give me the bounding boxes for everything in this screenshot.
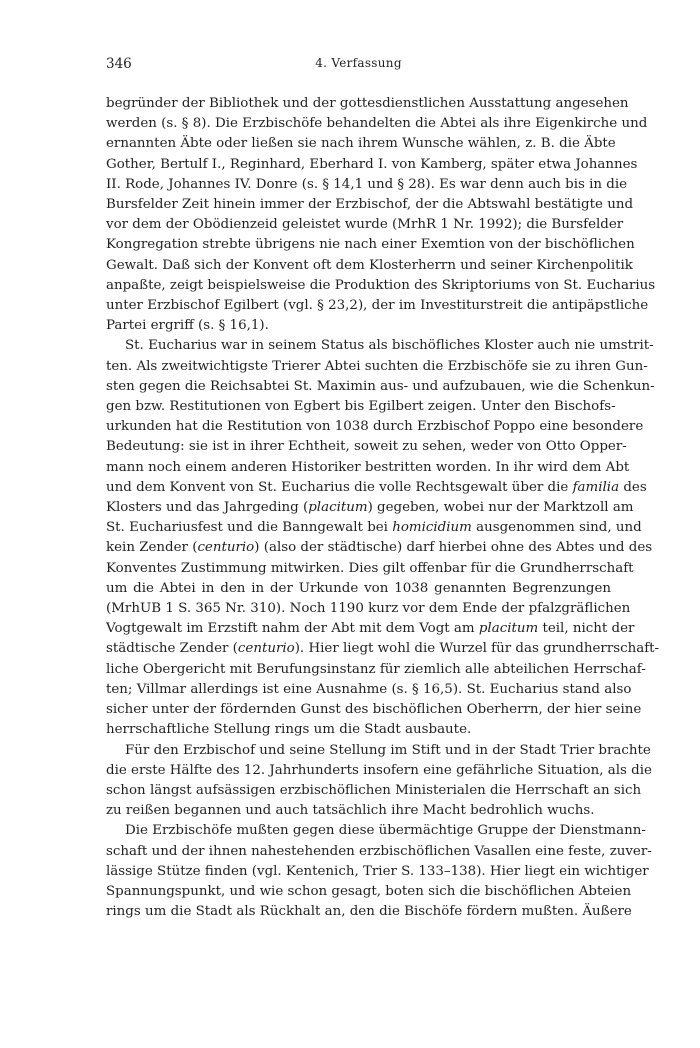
text-line: schaft und der ihnen nahestehenden erzbischöflichen Vasallen eine feste, zuver- [106, 843, 652, 859]
text-line: zu reißen begannen und auch tatsächlich ihre Macht bedrohlich wuchs. [106, 803, 595, 819]
text-line: Bursfelder Zeit hinein immer der Erzbischof, der die Abtswahl bestätigte und [106, 197, 634, 213]
text-line: Für den Erzbischof und seine Stellung im Stift und in der Stadt Trier brachte [125, 742, 651, 758]
text-line: Die Erzbischöfe mußten gegen diese übermächtige Gruppe der Dienstmann- [125, 823, 646, 839]
text-line: Spannungspunkt, und wie schon gesagt, boten sich die bischöflichen Abteien [106, 883, 632, 899]
text-line: Bedeutung: sie ist in ihrer Echtheit, soweit zu sehen, weder von Otto Opper- [106, 439, 627, 455]
text-line: werden (s. § 8). Die Erzbischöfe behandelten die Abtei als ihre Eigenkirche und [106, 116, 648, 132]
text-line: gen bzw. Restitutionen von Egbert bis Egilbert zeigen. Unter den Bischofs- [106, 399, 616, 415]
text-line: sten gegen die Reichsabtei St. Maximin aus- und aufzubauen, wie die Schenkun- [106, 378, 655, 394]
text-line: städtische Zender (centurio). Hier liegt wohl die Wurzel für das grundherrschaft- [106, 641, 660, 657]
text-line: unter Erzbischof Egilbert (vgl. § 23,2), der im Investiturstreit die antipäpstliche [106, 298, 649, 314]
text-line: schon längst aufsässigen erzbischöflichen Ministerialen die Herrschaft an sich [106, 782, 642, 798]
body-text [106, 94, 660, 922]
text-line: anpaßte, zeigt beispielsweise die Produktion des Skriptoriums von St. Eucharius [106, 277, 656, 293]
text-line: und dem Konvent von St. Eucharius die volle Rechtsgewalt über die familia des [106, 479, 647, 495]
text-line: St. Eucharius war in seinem Status als bischöfliches Kloster auch nie umstrit- [125, 338, 654, 354]
running-head: 4. Verfassung [315, 56, 402, 70]
text-line: kein Zender (centurio) (also der städtische) darf hierbei ohne des Abtes und des [106, 540, 653, 556]
text-line: ernannten Äbte oder ließen sie nach ihrem Wunsche wählen, z. B. die Äbte [106, 136, 616, 152]
text-line: um die Abtei in den in der Urkunde von 1038 genannten Begrenzungen [106, 580, 611, 596]
text-line: vor dem der Obödienzeid geleistet wurde (MrhR 1 Nr. 1992); die Bursfelder [106, 217, 624, 233]
text-line: (MrhUB 1 S. 365 Nr. 310). Noch 1190 kurz vor dem Ende der pfalzgräflichen [106, 601, 631, 617]
text-line: Gother, Bertulf I., Reginhard, Eberhard I. von Kamberg, später etwa Johannes [106, 156, 638, 172]
text-line: Partei ergriff (s. § 16,1). [106, 318, 269, 334]
text-line: rings um die Stadt als Rückhalt an, den die Bischöfe fördern mußten. Äußere [106, 904, 632, 920]
paragraph [106, 94, 656, 336]
text-line: Kongregation strebte übrigens nie nach einer Exemtion von der bischöflichen [106, 237, 635, 253]
paragraph [106, 741, 652, 822]
paragraph [106, 336, 660, 740]
text-line: die erste Hälfte des 12. Jahrhunderts insofern eine gefährliche Situation, als die [106, 762, 652, 778]
text-line: ten. Als zweitwichtigste Trierer Abtei suchten die Erzbischöfe sie zu ihren Gun- [106, 358, 648, 374]
text-line: urkunden hat die Restitution von 1038 durch Erzbischof Poppo eine besondere [106, 419, 644, 435]
text-line: Konventes Zustimmung mitwirken. Dies gilt offenbar für die Grundherrschaft [106, 560, 634, 576]
page-header [106, 56, 611, 78]
text-line: Vogtgewalt im Erzstift nahm der Abt mit dem Vogt am placitum teil, nicht der [106, 621, 635, 637]
text-line: herrschaftliche Stellung rings um die Stadt ausbaute. [106, 722, 472, 738]
text-line: begründer der Bibliothek und der gottesdienstlichen Ausstattung angesehen [106, 96, 629, 111]
text-line: mann noch einem anderen Historiker bestritten worden. In ihr wird dem Abt [106, 459, 630, 475]
text-line: Klosters und das Jahrgeding (placitum) gegeben, wobei nur der Marktzoll am [106, 500, 634, 516]
text-line: liche Obergericht mit Berufungsinstanz für ziemlich alle abteilichen Herrschaf- [106, 661, 646, 677]
text-line: lässige Stütze finden (vgl. Kentenich, Trier S. 133–138). Hier liegt ein wichtiger [106, 863, 649, 879]
text-line: II. Rode, Johannes IV. Donre (s. § 14,1 und § 28). Es war denn auch bis in die [106, 176, 628, 192]
text-line: ten; Villmar allerdings ist eine Ausnahme (s. § 16,5). St. Eucharius stand also [106, 681, 632, 697]
text-line: sicher unter der fördernden Gunst des bischöflichen Oberherrn, der hier seine [106, 702, 642, 718]
paragraph [106, 821, 652, 922]
text-line: St. Euchariusfest und die Banngewalt bei homicidium ausgenommen sind, und [106, 520, 642, 536]
page-number: 346 [106, 56, 132, 72]
text-line: Gewalt. Daß sich der Konvent oft dem Klosterherrn und seiner Kirchenpolitik [106, 257, 633, 273]
